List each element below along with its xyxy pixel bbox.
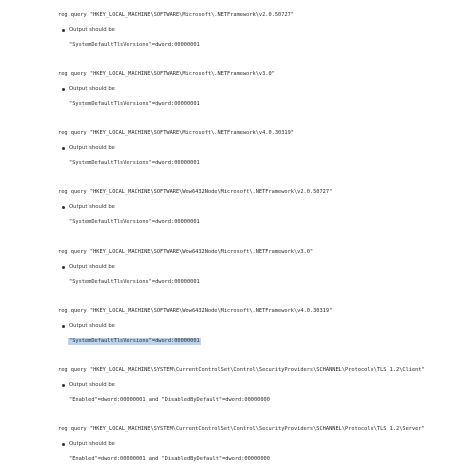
reg-query-command[interactable]: reg query "HKEY_LOCAL_MACHINE\SOFTWARE\Wow6432Node\Microsoft\.NETFramework\v2.0.50727" (58, 189, 333, 195)
expected-output[interactable]: "SystemDefaultTlsVersions"=dword:00000001 (69, 160, 200, 166)
reg-query-command[interactable]: reg query "HKEY_LOCAL_MACHINE\SOFTWARE\Microsoft\.NETFramework\v2.0.50727" (58, 12, 294, 18)
expected-output[interactable]: "SystemDefaultTlsVersions"=dword:00000001 (69, 42, 200, 48)
bullet-text: Output should be (69, 382, 115, 388)
reg-query-command[interactable]: reg query "HKEY_LOCAL_MACHINE\SOFTWARE\Microsoft\.NETFramework\v4.0.30319" (58, 130, 294, 136)
expected-output[interactable]: "SystemDefaultTlsVersions"=dword:00000001 (69, 219, 200, 225)
bullet-text: Output should be (69, 323, 115, 329)
bullet-dot-icon (62, 29, 65, 32)
expected-output[interactable]: "Enabled"=dword:00000001 and "DisabledByDefault"=dword:00000000 (69, 397, 270, 403)
bullet-text: Output should be (69, 27, 115, 33)
bullet-text: Output should be (69, 86, 115, 92)
reg-query-command[interactable]: reg query "HKEY_LOCAL_MACHINE\SYSTEM\CurrentControlSet\Control\SecurityProviders\SCHANNEL\Protocols\TLS 1.2\Server" (58, 426, 425, 432)
expected-output[interactable]: "SystemDefaultTlsVersions"=dword:00000001 (69, 101, 200, 107)
expected-output[interactable]: "SystemDefaultTlsVersions"=dword:00000001 (69, 279, 200, 285)
bullet-text: Output should be (69, 264, 115, 270)
bullet-dot-icon (62, 206, 65, 209)
bullet-dot-icon (62, 147, 65, 150)
bullet-text: Output should be (69, 441, 115, 447)
bullet-dot-icon (62, 443, 65, 446)
reg-query-command[interactable]: reg query "HKEY_LOCAL_MACHINE\SYSTEM\CurrentControlSet\Control\SecurityProviders\SCHANNEL\Protocols\TLS 1.2\Client" (58, 367, 425, 373)
reg-query-command[interactable]: reg query "HKEY_LOCAL_MACHINE\SOFTWARE\Microsoft\.NETFramework\v3.0" (58, 71, 275, 77)
bullet-text: Output should be (69, 204, 115, 210)
bullet-dot-icon (62, 384, 65, 387)
bullet-dot-icon (62, 266, 65, 269)
bullet-dot-icon (62, 325, 65, 328)
reg-query-command[interactable]: reg query "HKEY_LOCAL_MACHINE\SOFTWARE\Wow6432Node\Microsoft\.NETFramework\v4.0.30319" (58, 308, 333, 314)
bullet-text: Output should be (69, 145, 115, 151)
bullet-dot-icon (62, 88, 65, 91)
expected-output[interactable]: "Enabled"=dword:00000001 and "DisabledByDefault"=dword:00000000 (69, 456, 270, 462)
expected-output-selected[interactable]: "SystemDefaultTlsVersions"=dword:00000001 (69, 338, 200, 344)
reg-query-command[interactable]: reg query "HKEY_LOCAL_MACHINE\SOFTWARE\Wow6432Node\Microsoft\.NETFramework\v3.0" (58, 249, 314, 255)
